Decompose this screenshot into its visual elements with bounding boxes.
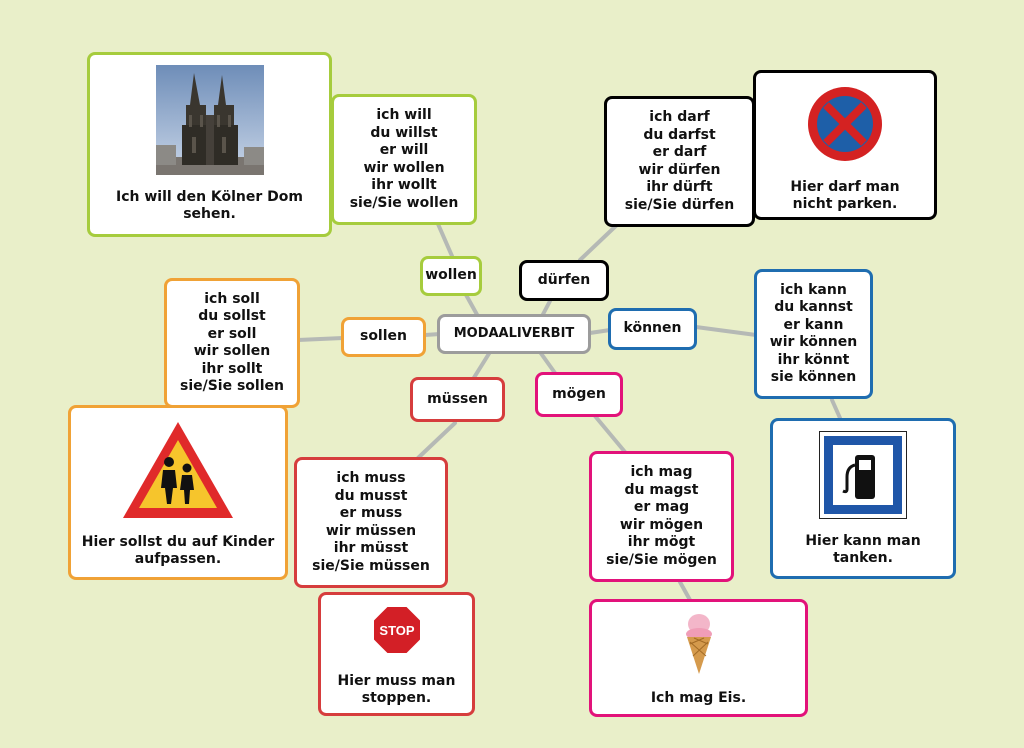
verb-label-wollen: wollen <box>425 267 477 284</box>
form: er darf <box>652 144 707 160</box>
connector-center-koennen <box>590 330 610 333</box>
form: du musst <box>334 487 408 504</box>
petrol-station-sign-icon <box>819 431 907 519</box>
form: ich mag <box>630 464 693 480</box>
form: ihr dürft <box>646 179 713 195</box>
example-node-koennen <box>770 418 956 579</box>
form: ich darf <box>649 109 710 125</box>
form: sie/Sie wollen <box>349 194 459 211</box>
verb-label-moegen: mögen <box>552 385 606 402</box>
conjugation-node-sollen <box>164 278 300 408</box>
form: du magst <box>624 481 699 498</box>
form: ihr sollt <box>201 360 263 377</box>
form: er kann <box>783 316 844 333</box>
stop-sign-text: STOP <box>378 623 415 638</box>
form: wir können <box>769 334 858 350</box>
form: sie können <box>770 369 857 385</box>
example-text-muessen: Hier muss man stoppen. <box>337 673 456 706</box>
form: er mag <box>633 499 690 515</box>
conjugation-node-wollen <box>331 94 477 225</box>
verb-node-duerfen <box>519 260 609 301</box>
form: wir mögen <box>619 516 704 533</box>
form: er soll <box>207 325 257 342</box>
verb-node-moegen <box>535 372 623 417</box>
conjugation-node-muessen <box>294 457 448 588</box>
form: du darfst <box>643 126 716 143</box>
form: ihr müsst <box>333 540 409 556</box>
conjugation-node-moegen <box>589 451 734 582</box>
connector-duerfen-forms <box>580 222 620 260</box>
verb-node-muessen <box>410 377 505 422</box>
example-text-moegen: Ich mag Eis. <box>650 690 747 706</box>
connector-moegen-example <box>680 582 690 600</box>
form: ihr mögt <box>627 534 696 550</box>
connector-muessen-forms <box>418 423 455 458</box>
example-node-muessen <box>318 592 475 716</box>
form: du kannst <box>774 299 853 315</box>
form: ihr könnt <box>777 351 850 368</box>
form: sie/Sie dürfen <box>624 196 735 213</box>
children-warning-sign-icon <box>119 418 237 522</box>
verb-node-koennen <box>608 308 697 350</box>
center-label: MODAALIVERBIT <box>453 326 575 342</box>
form: er will <box>379 142 429 158</box>
example-text-wollen: Ich will den Kölner Dom sehen. <box>116 189 303 222</box>
form: sie/Sie sollen <box>179 378 284 394</box>
connector-wollen-forms <box>438 224 452 256</box>
verb-label-koennen: können <box>623 320 682 337</box>
example-text-koennen: Hier kann man tanken. <box>805 533 921 566</box>
conjugation-node-koennen <box>754 269 873 399</box>
example-node-wollen <box>87 52 332 237</box>
cologne-cathedral-icon <box>156 65 264 175</box>
form: ich soll <box>204 290 260 307</box>
form: wir müssen <box>325 522 417 539</box>
no-parking-sign-icon <box>806 85 884 163</box>
form: sie/Sie müssen <box>312 557 430 574</box>
verb-label-sollen: sollen <box>359 328 407 345</box>
form: wir dürfen <box>638 161 721 178</box>
form: du sollst <box>198 308 266 324</box>
form: du willst <box>370 124 438 141</box>
conjugation-node-duerfen <box>604 96 755 227</box>
example-text-duerfen: Hier darf man nicht parken. <box>790 179 900 212</box>
form: ich muss <box>336 470 406 486</box>
verb-label-muessen: müssen <box>427 390 488 407</box>
form: wir wollen <box>363 159 445 176</box>
example-node-moegen <box>589 599 808 717</box>
example-text-sollen: Hier sollst du auf Kinder aufpassen. <box>81 534 275 567</box>
connector-moegen-forms <box>595 416 625 452</box>
example-node-sollen <box>68 405 288 580</box>
verb-node-sollen <box>341 317 426 357</box>
ice-cream-cone-icon <box>684 612 714 676</box>
stop-sign-icon <box>372 605 422 655</box>
verb-node-wollen <box>420 256 482 296</box>
form: sie/Sie mögen <box>606 551 717 568</box>
example-node-duerfen <box>753 70 937 220</box>
connector-koennen-example <box>832 400 840 418</box>
connector-koennen-forms <box>696 327 756 335</box>
form: wir sollen <box>193 343 271 359</box>
form: ich kann <box>780 281 847 298</box>
connector-sollen-forms <box>298 338 343 340</box>
form: ihr wollt <box>371 177 437 193</box>
form: er muss <box>339 505 403 521</box>
form: ich will <box>376 107 432 123</box>
verb-label-duerfen: dürfen <box>537 271 591 288</box>
center-node <box>437 314 591 354</box>
